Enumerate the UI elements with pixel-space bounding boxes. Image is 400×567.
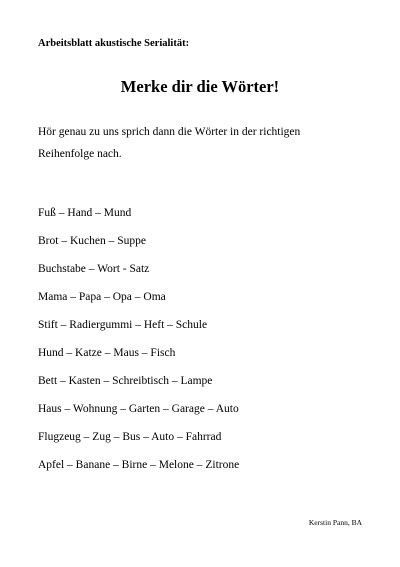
- worksheet-header: Arbeitsblatt akustische Serialität:: [38, 38, 190, 49]
- word-sequence: Haus – Wohnung – Garten – Garage – Auto: [38, 403, 239, 415]
- instruction-line: Reihenfolge nach.: [38, 148, 122, 160]
- word-sequence: Bett – Kasten – Schreibtisch – Lampe: [38, 375, 213, 387]
- worksheet-title: Merke dir die Wörter!: [120, 77, 280, 96]
- word-sequence-list: [38, 205, 239, 485]
- instruction-line: Hör genau zu uns sprich dann die Wörter in der richtigen: [38, 126, 301, 138]
- word-sequence: Mama – Papa – Opa – Oma: [38, 291, 166, 303]
- word-sequence: Buchstabe – Wort - Satz: [38, 263, 150, 275]
- word-sequence: Stift – Radiergummi – Heft – Schule: [38, 319, 208, 331]
- author-credit: Kerstin Pann, BA: [308, 518, 362, 527]
- word-sequence: Brot – Kuchen – Suppe: [38, 235, 146, 247]
- word-sequence: Flugzeug – Zug – Bus – Auto – Fahrrad: [38, 431, 222, 443]
- word-sequence: Hund – Katze – Maus – Fisch: [38, 347, 176, 359]
- word-sequence: Fuß – Hand – Mund: [38, 207, 132, 219]
- word-sequence: Apfel – Banane – Birne – Melone – Zitrone: [38, 459, 240, 471]
- instruction-text: [38, 121, 368, 165]
